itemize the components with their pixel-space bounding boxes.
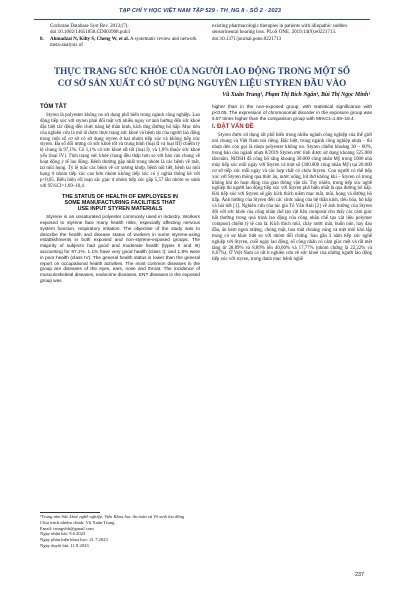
english-title-line: SOME MANUFACTURING FACILITIES THAT [64, 199, 176, 206]
abstract-heading: TÓM TẮT [40, 104, 67, 110]
reference-item [212, 24, 372, 43]
footnote-line: Ngày phản biện khoa học: 21.7.2023 [40, 537, 108, 543]
reference-text: A systematic review and network meta-analysis of [50, 36, 197, 49]
reference-text: existing pharmacologic therapies in patients with idiopathic sudden sensorineural hearing loss. PLoS ONE. 2019;14(9):e0221713. doi:10.1371/journal.pone.0221713 [212, 24, 347, 42]
english-title [40, 194, 200, 213]
page-number: 237 [355, 572, 364, 578]
header-rule [34, 19, 370, 20]
intro-heading: I. ĐẶT VẤN ĐỀ [212, 124, 254, 131]
english-title-line: USE INPUT STYREN MATERIALS [77, 206, 163, 213]
footnote-line: Ngày duyệt bài: 11.8.2023 [40, 542, 89, 548]
reference-text: Cochrane Database Syst Rev. 2013;(7). doi:10.1002/14651858.CD003998.pub3 [50, 24, 130, 36]
footnote-line: Email: trungvbh@gmail.com [40, 525, 94, 531]
abstract-vi-body: Styren là polyester không no sử dụng phổ biến trong ngành công nghiệp. Lao động tiếp xúc với styren phải đối mặt với nhiều nguy cơ ảnh hưởng đến sức khoẻ đặc biệt tác động đến chức năng hệ thần kinh, kích ứng đường hô hấp. Mục tiêu của nghiên cứu là mô tả được thực trạng sức khoẻ và bệnh tật của người lao động trong một số cơ sở có sử dụng styren ở hai nhóm tiếp xúc và không tiếp xúc styren. Đa số đối tượng có sức khoẻ tốt và trung bình (loại II và loại III) chiếm tỷ lệ chung là 97,1%. Có 1,1% có sức khoẻ rất tốt (loại I); và 1,8% thuộc sức khoẻ yếu (loại IV). Tình trạng sức khỏe chung đều thấp hơn so với báo cáo chung về hoạt động y tế lao động. Bệnh thường gặp nhất trong nhóm là các bệnh về mắt, tai mũi họng. Tỷ lệ mắc các bệnh về cơ xương khớp, bệnh nội tiết, bệnh tai mũi họng ở nhóm tiếp xúc cao hơn nhóm không tiếp xúc có ý nghĩa thống kê với p<0,05. Biểu hiện rối loạn sắc giác ở nhóm tiếp xúc gấp 5,57 lần nhóm so sánh với 95%CI=1,69–18,4. [40, 112, 200, 189]
article-title [34, 66, 370, 89]
reference-item [40, 37, 200, 50]
right-column [212, 104, 372, 263]
authors: Vũ Xuân Trung¹, Phạm Thị Bích Ngân¹, Bùi Thị Ngọc Minh¹ [222, 92, 370, 98]
reference-number [40, 24, 50, 37]
references-left [40, 24, 200, 50]
intro-paragraph: Styren được sử dụng rất phổ biến trong nhiều ngành công nghiệp của thế giới nói chung và Việt Nam nói riêng. Đặc biệt, trong ngành công nghiệp nhựa – thì nhựa dẻo còn gọi là nhựa polyester không no. Styren chiếm khoảng 30 – 60%, trong bảo cáo ngành nhựa 8/2019 Styren ước tính được sử dụng khoảng 525.000 tấn/năm. NIOSH đã công bố rằng khoảng 30.000 công nhân Mỹ trong 1000 nhà máy tiếp xúc mỗi ngày với Styren và một số (300.000 công nhân Mỹ) tại 20.000 cơ sở tiếp xúc mỗi ngày và các hợp chất có chứa Styren. Con người có thể tiếp xúc với Styren thông qua thức ăn, nước uống, hít thở không khí – Styren có trong không khí do hoạt động của giao thông vận tải. Tuy nhiên, trong tiếp xúc nghề nghiệp thì người lao động tiếp xúc với Styren phổ biến nhất là qua đường hô hấp. Khi tiếp xúc với Styren sẽ gây kích thích niêm mạc mắt, mũi, họng và đường hô hấp. Ảnh hưởng của Styren đến các chức năng của hệ thần kinh, tiêu hóa, hô hấp và bài tiết [1]. Nghiên cứu của tác giả Tô Văn Anh [2] về ảnh hưởng của Styren đối với sức khỏe của công nhân chế tạo vật liệu composit cho thấy các cảm giác bất thường trong quá trình lao động của công nhân chế tạo vật liệu polymer composit chiếm tỷ lệ cao là: Kích thích mũi, chảy nước mắt, buồn nôn, hay đau đầu, ăn kém ngon miệng, chóng mặt, hoa mắt choáng váng và mệt mỏi khó tập trung có sự khác biệt so với nhóm đối chứng. Sau gần 3 năm tiếp xúc nghề nghiệp với Styren, cuối ngày lao động, số công nhân có cảm giác mệt và rất mệt tăng từ 28,89% và 8,89% lên 40,00% và 17,77% (nhóm chứng là 22,22% và 6,67%). Ở Việt Nam có rất ít nghiên cứu về sức khoẻ của những người lao động tiếp xúc với styren, trong danh mục bệnh nghề [212, 133, 372, 263]
footnote-line: Ngày nhận bài: 9.6.2023 [40, 531, 86, 537]
title-line: THỰC TRẠNG SỨC KHỎE CỦA NGƯỜI LAO ĐỘNG TRONG MỘT SỐ [53, 66, 351, 76]
references-right [212, 24, 372, 43]
footnote-rule [40, 512, 100, 513]
footnote [40, 514, 200, 549]
left-column [40, 104, 200, 284]
title-line: CƠ SỞ SẢN XUẤT CÓ SỬ DỤNG NGUYÊN LIỆU STYREN ĐẦU VÀO [57, 77, 347, 88]
abstract-en-continuation: higher than in the non-exposed group, with statistical significance with p<0.05. The expression of chromosomal disorder in the exposure group was 5.57 times higher than the comparison group with 95%CI=1.69–18.4. [212, 104, 372, 121]
journal-header: TẠP CHÍ Y HỌC VIỆT NAM TẬP 529 - TH_NG 8 - SỐ 2 - 2023 [118, 8, 282, 14]
abstract-en-body: Styrene is an unsaturated polyester commonly used in industry. Workers exposed to styrene face many health risks, especially affecting nervous system function, respiratory irritation. The objective of the study was to describe the health and disease status of workers in some styrene-using establishments in both exposed and non-styrene-exposed groups. The majority of subjects had good and moderate health (types II and III) accounting for 97.1%. 1.1% have very good health (class I); and 1.8% were in poor health (class IV). The general health status is lower than the general report on occupational health activities. The most common diseases in the group are diseases of the eyes, ears, nose and throat. The incidence of musculoskeletal diseases, endocrine diseases, ENT diseases in the exposed group was [40, 214, 200, 284]
footnote-line: Chịu trách nhiệm chính: Vũ Xuân Trung [40, 519, 115, 525]
english-title-line: THE STATUS OF HEALTH OF EMPLOYEES IN [62, 193, 178, 200]
reference-authors: Ahmadzai N, Kilty S, Cheng W, et al. [50, 36, 130, 42]
footnote-affiliation: ¹Trung tâm Sức khoẻ nghề nghiệp, Viện Khoa học An toàn và Vệ sinh lao động [40, 514, 185, 519]
reference-number: 8. [40, 36, 44, 42]
reference-item [40, 24, 200, 37]
